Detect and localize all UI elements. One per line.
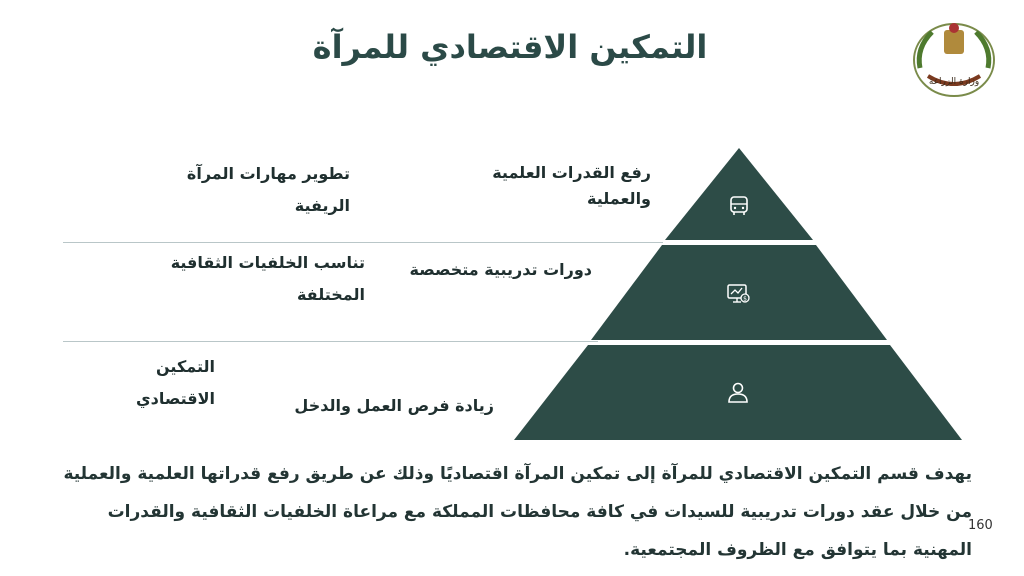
page-title: التمكين الاقتصادي للمرآة bbox=[312, 28, 708, 66]
side-text-1: تطوير مهارات المرآة الريفية bbox=[186, 164, 350, 215]
side-text-2: تناسب الخلفيات الثقافية المختلفة bbox=[170, 253, 365, 304]
presentation-dollar-icon bbox=[725, 281, 751, 307]
tier-1-text: رفع القدرات العلمية والعملية bbox=[492, 163, 651, 208]
svg-text:$: $ bbox=[743, 295, 747, 303]
description-paragraph: يهدف قسم التمكين الاقتصادي للمرآة إلى تمكين المرآة اقتصاديًا وذلك عن طريق رفع قدراتها العلمية والعملية من خلال عقد دورات تدريبية للسيدات في كافة محافظات المملكة مع مراعاة الخلفيات الثقافية والقدرات المهنية بما يتوافق مع الظروف المجتمعية. bbox=[63, 464, 972, 560]
bus-icon bbox=[726, 193, 752, 219]
tier-3-text: زيادة فرص العمل والدخل bbox=[294, 396, 494, 415]
logo-text: وزارة الزراعة bbox=[928, 77, 980, 87]
user-icon bbox=[725, 379, 751, 405]
tier-2-text: دورات تدريبية متخصصة bbox=[409, 260, 592, 279]
page-number: 160 bbox=[968, 518, 993, 533]
side-text-3: التمكين الاقتصادي bbox=[135, 357, 215, 408]
